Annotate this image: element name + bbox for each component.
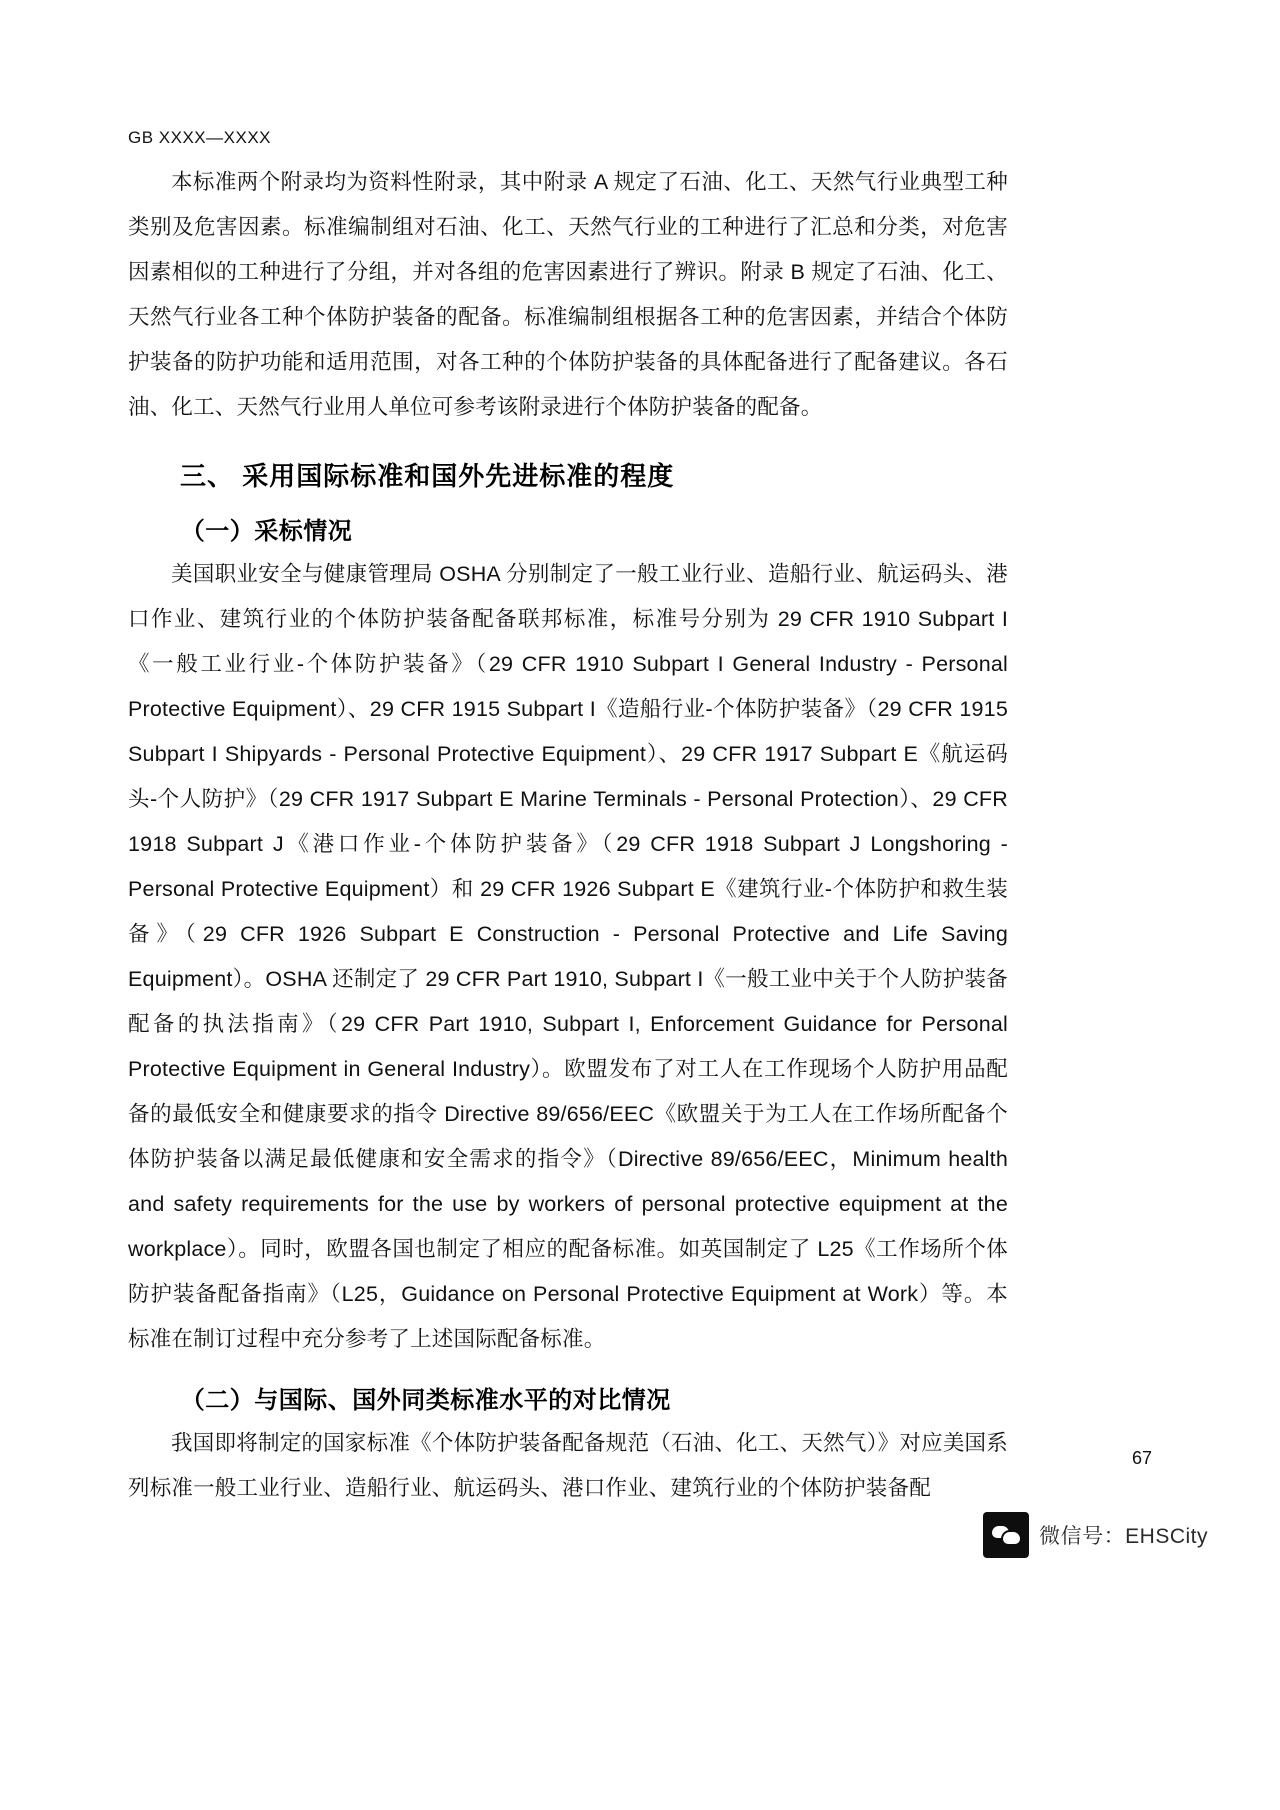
paragraph-adoption: 美国职业安全与健康管理局 OSHA 分别制定了一般工业行业、造船行业、航运码头、港口作业、建筑行业的个体防护装备配备联邦标准，标准号分别为 29 CFR 1910 Subpart I《一般工业行业-个体防护装备》（29 CFR 1910 Subpart I General Industry - Personal Protective Equipment）、29 CFR 1915 Subpart I《造船行业-个体防护装备》（29 CFR 1915 Subpart I Shipyards - Personal Protective Equipment）、29 CFR 1917 Subpart E《航运码头-个人防护》（29 CFR 1917 Subpart E Marine Terminals - Personal Protection）、29 CFR 1918 Subpart J《港口作业-个体防护装备》（29 CFR 1918 Subpart J Longshoring - Personal Protective Equipment）和 29 CFR 1926 Subpart E《建筑行业-个体防护和救生装备》（29 CFR 1926 Subpart E Construction - Personal Protective and Life Saving Equipment）。OSHA 还制定了 29 CFR Part 1910, Subpart I《一般工业中关于个人防护装备配备的执法指南》（29 CFR Part 1910, Subpart I, Enforcement Guidance for Personal Protective Equipment in General Industry）。欧盟发布了对工人在工作现场个人防护用品配备的最低安全和健康要求的指令 Directive 89/656/EEC《欧盟关于为工人在工作场所配备个体防护装备以满足最低健康和安全需求的指令》（Directive 89/656/EEC，Minimum health and safety requirements for the use by workers of personal protective equipment at the workplace）。同时，欧盟各国也制定了相应的配备标准。如英国制定了 L25《工作场所个体防护装备配备指南》（L25，Guidance on Personal Protective Equipment at Work）等。本标准在制订过程中充分参考了上述国际配备标准。 [128,562,1008,1351]
paragraph-comparison: 我国即将制定的国家标准《个体防护装备配备规范（石油、化工、天然气）》对应美国系列标准一般工业行业、造船行业、航运码头、港口作业、建筑行业的个体防护装备配 [128,1431,1008,1500]
document-header-code: GB XXXX—XXXX [128,128,271,147]
subsection-heading-one: （一）采标情况 [180,518,353,545]
section-heading-three: 三、 采用国际标准和国外先进标准的程度 [180,461,675,491]
watermark-label: 微信号：EHSCity [1039,1525,1208,1548]
watermark [983,1512,1208,1558]
page-content [128,128,1008,1511]
subsection-heading-two: （二）与国际、国外同类标准水平的对比情况 [180,1387,671,1414]
paragraph-intro: 本标准两个附录均为资料性附录，其中附录 A 规定了石油、化工、天然气行业典型工种类别及危害因素。标准编制组对石油、化工、天然气行业的工种进行了汇总和分类，对危害因素相似的工种进行了分组，并对各组的危害因素进行了辨识。附录 B 规定了石油、化工、天然气行业各工种个体防护装备的配备。标准编制组根据各工种的危害因素，并结合个体防护装备的防护功能和适用范围，对各工种的个体防护装备的具体配备进行了配备建议。各石油、化工、天然气行业用人单位可参考该附录进行个体防护装备的配备。 [128,170,1008,419]
page-number: 67 [1131,1448,1152,1468]
wechat-logo-icon [983,1512,1029,1558]
